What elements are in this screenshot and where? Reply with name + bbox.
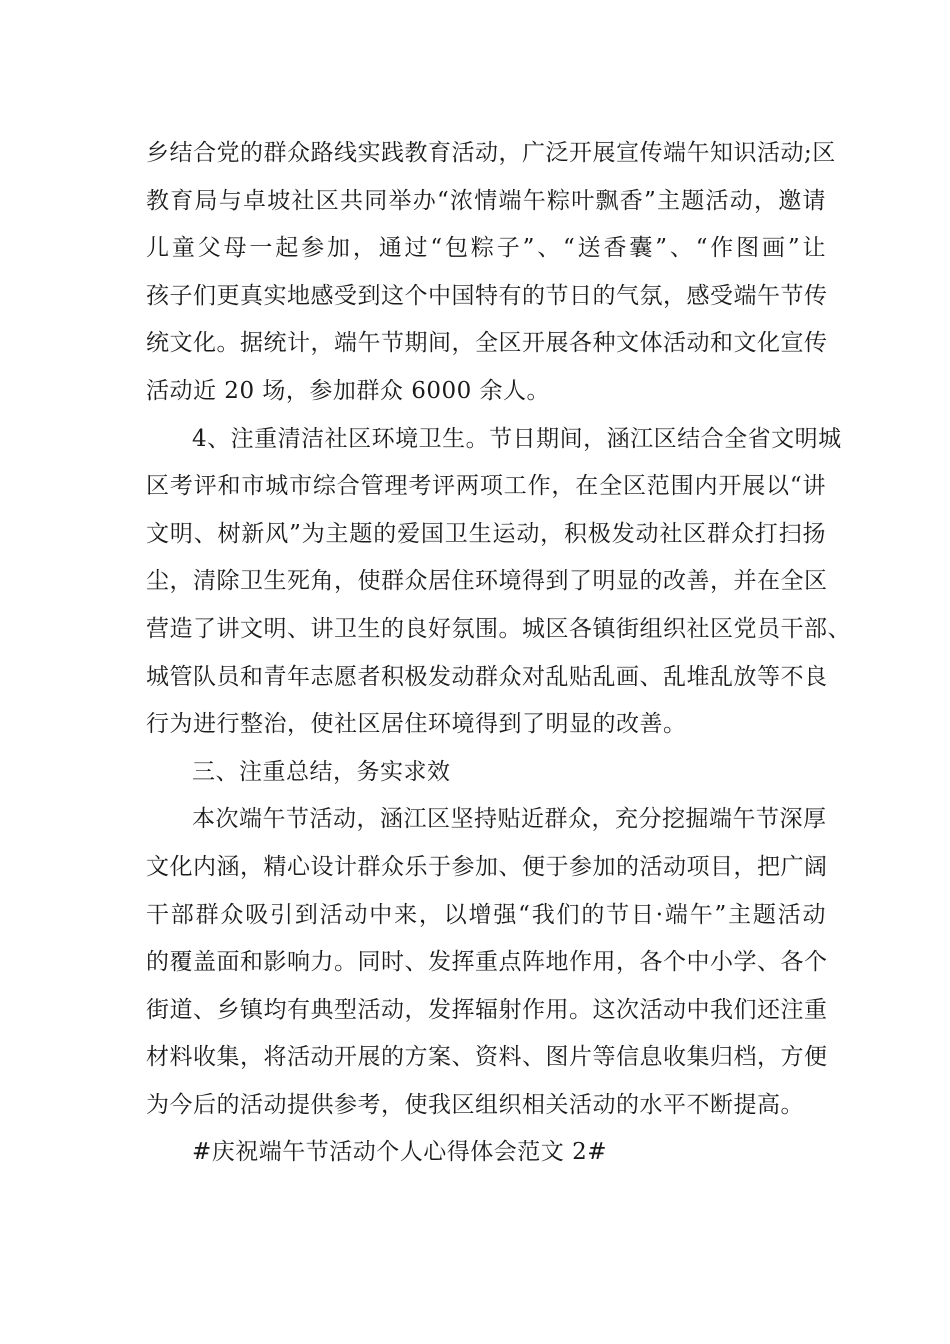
paragraph-environment-hygiene: [146, 416, 851, 749]
text-line: 乡结合党的群众路线实践教育活动，广泛开展宣传端午知识活动;区: [146, 140, 836, 166]
text-line: 统文化。据统计，端午节期间，全区开展各种文体活动和文化宣传: [146, 330, 828, 357]
text-line: 行为进行整治，使社区居住环境得到了明显的改善。: [146, 711, 687, 738]
section-heading: [146, 749, 826, 797]
text-line: 城管队员和青年志愿者积极发动群众对乱贴乱画、乱堆乱放等不良: [146, 663, 828, 690]
text-line: 材料收集，将活动开展的方案、资料、图片等信息收集归档，方便: [146, 1044, 828, 1071]
text-line: 教育局与卓坡社区共同举办“浓情端午粽叶飘香”主题活动，邀请: [146, 187, 826, 214]
text-line: 活动近 20 场，参加群众 6000 余人。: [146, 377, 551, 404]
text-line: 三、注重总结，务实求效: [192, 758, 451, 785]
text-line: 区考评和市城市综合管理考评两项工作，在全区范围内开展以“讲: [146, 473, 826, 500]
text-line: 本次端午节活动，涵江区坚持贴近群众，充分挖掘端午节深厚: [192, 806, 827, 833]
text-line: 4、注重清洁社区环境卫生。节日期间，涵江区结合全省文明城: [192, 425, 842, 452]
text-line: 营造了讲文明、讲卫生的良好氛围。城区各镇街组织社区党员干部、: [146, 615, 851, 642]
text-line: 尘，清除卫生死角，使群众居住环境得到了明显的改善，并在全区: [146, 568, 828, 595]
document-body: [146, 130, 851, 1177]
next-article-heading: [146, 1129, 826, 1177]
paragraph-activities-summary: [146, 130, 836, 416]
text-line: 文明、树新风”为主题的爱国卫生运动，积极发动社区群众打扫扬: [146, 520, 826, 547]
text-line: #庆祝端午节活动个人心得体会范文 2#: [192, 1139, 607, 1166]
text-line: 儿童父母一起参加，通过“包粽子”、“送香囊”、“作图画”让: [146, 235, 826, 262]
text-line: 孩子们更真实地感受到这个中国特有的节日的气氛，感受端午节传: [146, 282, 828, 309]
text-line: 为今后的活动提供参考，使我区组织相关活动的水平不断提高。: [146, 1091, 804, 1118]
text-line: 街道、乡镇均有典型活动，发挥辐射作用。这次活动中我们还注重: [146, 996, 828, 1023]
text-line: 文化内涵，精心设计群众乐于参加、便于参加的活动项目，把广阔: [146, 853, 828, 880]
paragraph-conclusion: [146, 796, 826, 1129]
text-line: 的覆盖面和影响力。同时、发挥重点阵地作用，各个中小学、各个: [146, 949, 828, 976]
text-line: 干部群众吸引到活动中来，以增强“我们的节日·端午”主题活动: [146, 901, 826, 928]
